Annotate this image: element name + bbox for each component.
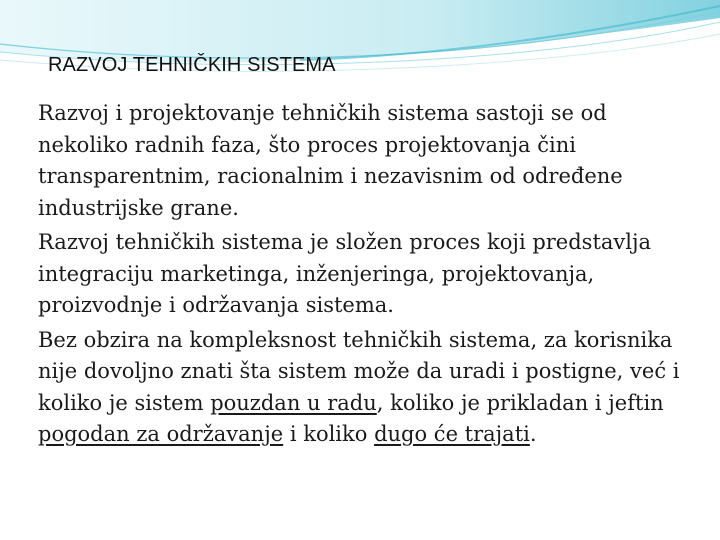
underlined-phrase-reliable: pouzdan u radu — [210, 390, 377, 415]
paragraph-3 — [38, 325, 703, 451]
underlined-phrase-maintainable: pogodan za održavanje — [38, 422, 284, 446]
underlined-phrase-durable: dugo će trajati — [374, 422, 530, 446]
paragraph-3-text-3: i koliko — [283, 422, 375, 446]
slide-title: RAZVOJ TEHNIČKIH SISTEMA — [48, 54, 336, 76]
paragraph-3-text-4: . — [529, 422, 537, 446]
header-wave-decoration — [0, 0, 720, 95]
paragraph-3-text-1: Bez obzira na kompleksnost tehničkih sistema, za korisnika nije dovoljno znati šta sistem može da uradi i postigne, već i koliko je sistem — [38, 327, 680, 415]
paragraph-2: Razvoj tehničkih sistema je složen proces koji predstavlja integraciju marketinga, inženjeringa, projektovanja, proizvodnje i održavanja sistema. — [38, 230, 652, 317]
slide-body — [38, 98, 703, 451]
paragraph-1: Razvoj i projektovanje tehničkih sistema sastoji se od nekoliko radnih faza, što proces projektovanja čini transparentnim, racionalnim i nezavisnim od određene industrijske grane. — [38, 101, 623, 220]
paragraph-3-text-2: , koliko je prikladan i jeftin — [376, 390, 664, 415]
